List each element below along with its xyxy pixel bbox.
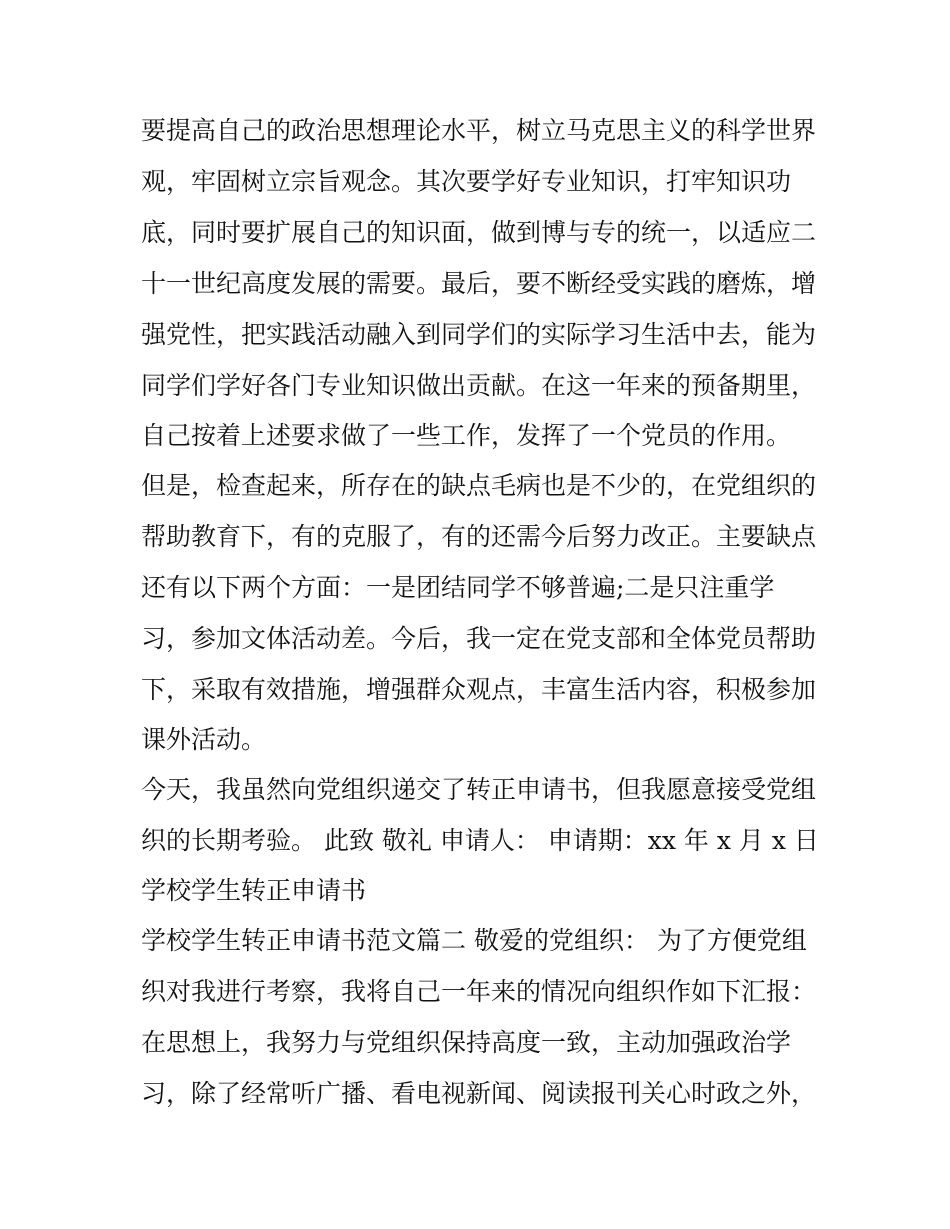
text-line: 织的长期考验。 此致 敬礼 申请人： 申请期：xx 年 x 月 x 日 bbox=[141, 826, 819, 855]
text-line: 课外活动。 bbox=[141, 725, 267, 754]
text-line: 织对我进行考察，我将自己一年来的情况向组织作如下汇报： bbox=[141, 977, 817, 1006]
document-body bbox=[141, 105, 821, 1119]
document-title: 学校学生转正申请书 bbox=[141, 876, 367, 905]
text-line: 十一世纪高度发展的需要。最后，要不断经受实践的磨炼，增 bbox=[141, 269, 817, 298]
text-line: 帮助教育下，有的克服了，有的还需今后努力改正。主要缺点 bbox=[141, 522, 817, 551]
text-line: 习，除了经常听广播、看电视新闻、阅读报刊关心时政之外， bbox=[141, 1079, 817, 1108]
text-line: 自己按着上述要求做了一些工作，发挥了一个党员的作用。 bbox=[141, 421, 792, 450]
text-line: 要提高自己的政治思想理论水平，树立马克思主义的科学世界 bbox=[141, 116, 817, 145]
text-line: 下，采取有效措施，增强群众观点，丰富生活内容，积极参加 bbox=[141, 675, 817, 704]
text-line: 习，参加文体活动差。今后，我一定在党支部和全体党员帮助 bbox=[141, 624, 817, 653]
text-line: 底，同时要扩展自己的知识面，做到博与专的统一，以适应二 bbox=[141, 218, 817, 247]
text-line: 但是，检查起来，所存在的缺点毛病也是不少的，在党组织的 bbox=[141, 471, 817, 500]
text-line: 学校学生转正申请书范文篇二 敬爱的党组织： 为了方便党组 bbox=[141, 926, 807, 955]
text-line: 强党性，把实践活动融入到同学们的实际学习生活中去，能为 bbox=[141, 320, 817, 349]
text-line: 同学们学好各门专业知识做出贡献。在这一年来的预备期里， bbox=[141, 371, 817, 400]
text-line: 还有以下两个方面：一是团结同学不够普遍;二是只注重学 bbox=[141, 573, 775, 602]
text-line: 在思想上，我努力与党组织保持高度一致，主动加强政治学 bbox=[141, 1028, 792, 1057]
text-line: 今天，我虽然向党组织递交了转正申请书，但我愿意接受党组 bbox=[141, 775, 817, 804]
text-line: 观，牢固树立宗旨观念。其次要学好专业知识，打牢知识功 bbox=[141, 167, 792, 196]
